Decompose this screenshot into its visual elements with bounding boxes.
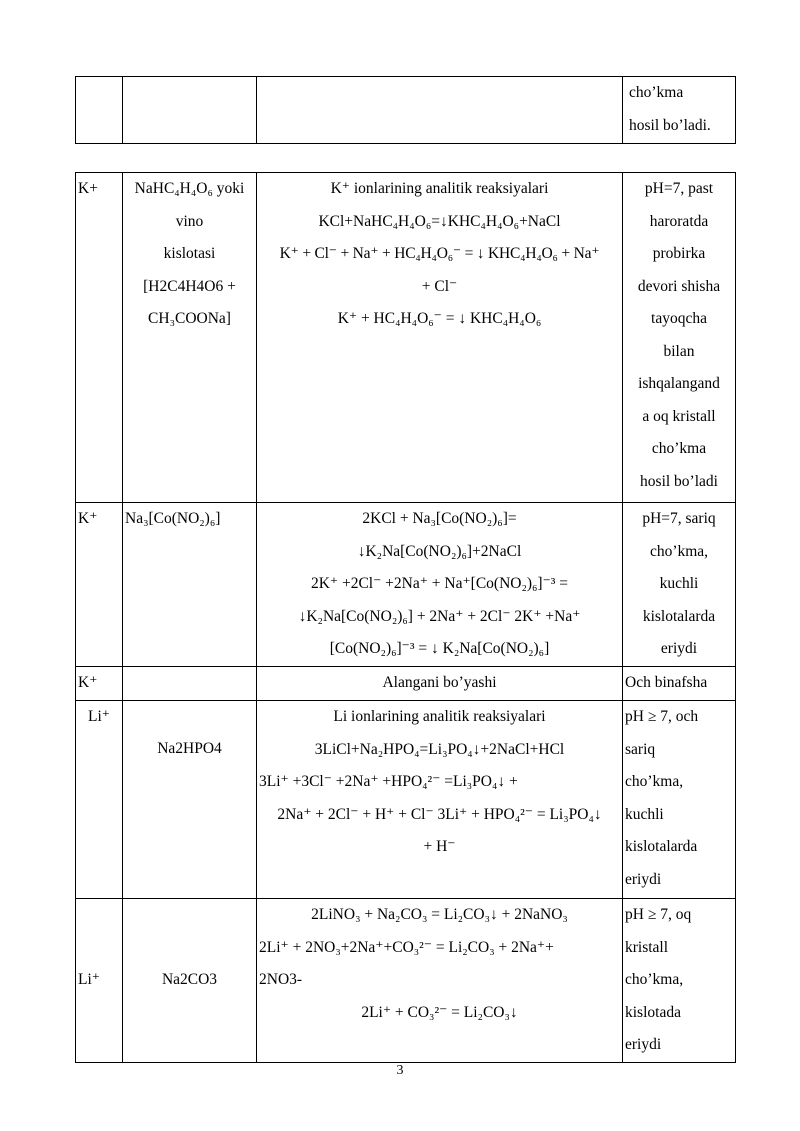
table-row: [76, 899, 736, 1063]
cell-condition: [623, 701, 736, 899]
condition-line: cho’kma: [651, 440, 707, 457]
top-fragment-table: [75, 76, 736, 144]
reagent-line: kislotasi: [163, 245, 216, 262]
cell-ion: K⁺: [76, 667, 123, 701]
condition-line: eriydi: [625, 870, 662, 888]
cell-ion: K⁺: [76, 503, 123, 667]
equation: + H⁻: [423, 838, 456, 855]
condition-line: pH=7, past: [644, 180, 714, 197]
cell-condition: [623, 77, 736, 144]
table-row: [76, 503, 736, 667]
reagent-line: CH₃COONa]: [148, 310, 231, 327]
reaction-title: K⁺ ionlarining analitik reaksiyalari: [330, 180, 549, 197]
table-row: [76, 701, 736, 899]
table-row: [76, 667, 736, 701]
cell-reaction: [257, 173, 623, 503]
cell-ion: [76, 77, 123, 144]
cell-reagent: [123, 667, 257, 701]
equation: 3Li⁺ +3Cl⁻ +2Na⁺ +HPO₄²⁻ =Li₃PO₄↓ +: [259, 773, 518, 790]
table-row: [76, 173, 736, 503]
cell-reagent: [123, 173, 257, 503]
equation: K⁺ + HC₄H₄O₆⁻ = ↓ KHC₄H₄O₆: [337, 310, 542, 327]
condition-line: pH=7, sariq: [642, 510, 716, 527]
cell-reagent: [123, 701, 257, 899]
equation: ↓K₂Na[Co(NO₂)₆]+2NaCl: [357, 542, 522, 560]
condition-line: kislotada: [625, 1003, 681, 1021]
equation: 2KCl + Na₃[Co(NO₂)₆]=: [362, 510, 517, 527]
condition-line: kuchli: [625, 805, 664, 823]
cell-condition: [623, 899, 736, 1063]
equation: ↓K₂Na[Co(NO₂)₆] + 2Na⁺ + 2Cl⁻ 2K⁺ +Na⁺: [298, 607, 581, 625]
condition-line: pH ≥ 7, och: [625, 708, 699, 725]
reagent-line: NaHC₄H₄O₆ yoki: [134, 180, 245, 197]
condition-line: haroratda: [649, 212, 709, 230]
equation: 2NO3-: [259, 971, 303, 988]
reaction-title: Li ionlarining analitik reaksiyalari: [333, 708, 546, 725]
cell-reagent: [123, 899, 257, 1063]
condition-line: a oq kristall: [642, 407, 716, 425]
condition-line: probirka: [652, 245, 706, 262]
cell-reaction: [257, 701, 623, 899]
condition-line: sariq: [625, 740, 656, 758]
equation: 2K⁺ +2Cl⁻ +2Na⁺ + Na⁺[Co(NO₂)₆]⁻³ =: [310, 575, 569, 592]
condition-line: cho’kma,: [625, 773, 684, 790]
table-row: [76, 77, 736, 144]
condition-line: tayoqcha: [651, 310, 707, 327]
reagent-line: vino: [175, 212, 204, 230]
ion-label: Li⁺: [78, 971, 100, 989]
condition-line: eriydi: [625, 1036, 662, 1053]
condition-line: kristall: [625, 938, 669, 956]
condition-line: hosil bo’ladi.: [629, 116, 711, 134]
cell-ion: K+: [76, 173, 123, 503]
cell-ion: [76, 899, 123, 1063]
cell-reaction: [257, 899, 623, 1063]
cell-ion: Li⁺: [76, 701, 123, 899]
condition-line: cho’kma,: [649, 542, 709, 560]
reagent-formula: Na2HPO4: [157, 740, 222, 757]
cell-reaction: Alangani bo’yashi: [257, 667, 623, 701]
condition-line: kislotalarda: [625, 838, 698, 855]
equation: [Co(NO₂)₆]⁻³ = ↓ K₂Na[Co(NO₂)₆]: [329, 640, 550, 657]
reagent-formula: Na2CO3: [161, 971, 218, 989]
cell-condition: Och binafsha: [623, 667, 736, 701]
reagent-line: [H2C4H4O6 +: [143, 277, 236, 295]
equation: 2Li⁺ + 2NO₃+2Na⁺+CO₃²⁻ = Li₂CO₃ + 2Na⁺+: [259, 938, 554, 956]
condition-line: cho’kma: [629, 84, 684, 101]
condition-line: devori shisha: [637, 277, 721, 295]
equation: KCl+NaHC₄H₄O₆=↓KHC₄H₄O₆+NaCl: [318, 212, 561, 230]
condition-line: ishqalangand: [638, 375, 720, 392]
condition-line: eriydi: [660, 640, 698, 657]
condition-line: pH ≥ 7, oq: [625, 906, 692, 923]
reactions-table: [75, 172, 736, 1063]
cell-condition: [623, 173, 736, 503]
equation: 2Li⁺ + CO₃²⁻ = Li₂CO₃↓: [361, 1003, 518, 1021]
page-number: 3: [396, 1063, 404, 1078]
cell-reaction: [257, 503, 623, 667]
equation: 2LiNO₃ + Na₂CO₃ = Li₂CO₃↓ + 2NaNO₃: [311, 906, 568, 923]
condition-line: hosil bo’ladi: [640, 472, 718, 490]
cell-condition: [623, 503, 736, 667]
condition-line: kuchli: [659, 575, 699, 592]
equation: 3LiCl+Na₂HPO₄=Li₃PO₄↓+2NaCl+HCl: [314, 740, 565, 758]
condition-line: cho’kma,: [625, 971, 684, 988]
cell-reagent: Na₃[Co(NO₂)₆]: [123, 503, 257, 667]
condition-line: bilan: [663, 342, 695, 360]
cell-reagent: [123, 77, 257, 144]
equation: + Cl⁻: [421, 277, 458, 295]
equation: 2Na⁺ + 2Cl⁻ + H⁺ + Cl⁻ 3Li⁺ + HPO₄²⁻ = Li₃PO₄↓: [277, 805, 602, 823]
cell-reaction: [257, 77, 623, 144]
equation: K⁺ + Cl⁻ + Na⁺ + HC₄H₄O₆⁻ = ↓ KHC₄H₄O₆ + Na⁺: [279, 245, 600, 262]
condition-line: kislotalarda: [642, 607, 716, 625]
